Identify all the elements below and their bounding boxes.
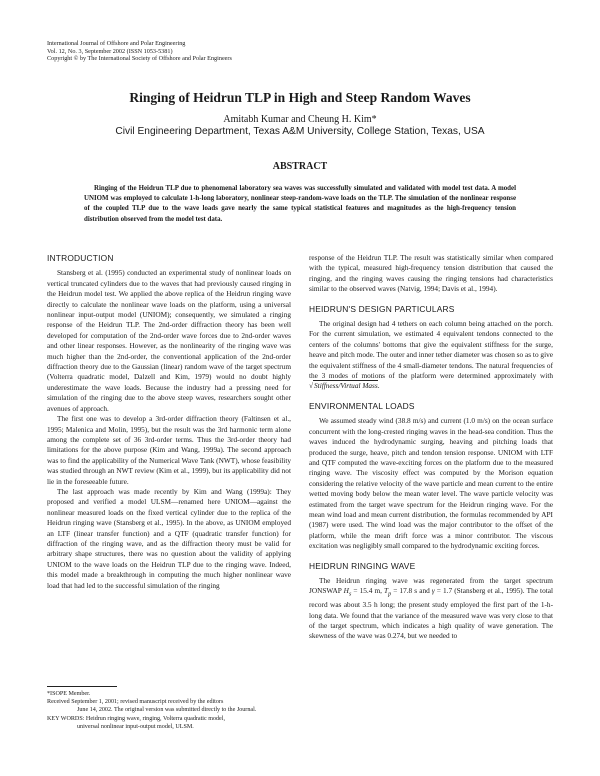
- paper-authors: Amitabh Kumar and Cheung H. Kim*: [223, 114, 377, 125]
- abstract-text: Ringing of the Heidrun TLP due to phenomenal laboratory sea waves was successfully simulated and validated with model test data. A model UNIOM was employed to calculate 1-h-long laboratory, nonlinear steep-random-wave loads on the TLP. The simulation of the nonlinear response of the coupled TLP due to the wave loads gave nearly the same typical statistical features and magnitudes as the high-frequency tension distribution observed from the model test data.: [84, 185, 516, 223]
- journal-header: [47, 40, 232, 63]
- tp-symbol: T: [384, 586, 389, 596]
- footnote-keywords: KEY WORDS: Heidrun ringing wave, ringing, Volterra quadratic model,: [47, 715, 225, 722]
- journal-copyright: Copyright © by The International Society of Offshore and Polar Engineers: [47, 55, 232, 63]
- sqrt-expression: √Stiffness/Virtual Mass: [309, 381, 378, 391]
- design-paragraph: [309, 319, 553, 392]
- footnote: [47, 686, 291, 731]
- paper-title: Ringing of Heidrun TLP in High and Steep Random Waves: [129, 90, 471, 105]
- design-end: .: [377, 381, 380, 391]
- tp-value: = 17.8 s and: [391, 586, 432, 596]
- intro-continuation: response of the Heidrun TLP. The result was statistically similar when compared with the typical, measured high-frequency tension distribution that caused the ringing, and the ringing waves causing the ringing tensions had characteristics similar to the observed waves (Natvig, 1994; Davis et al., 1994).: [309, 253, 553, 294]
- hs-symbol: H: [343, 586, 349, 596]
- footnote-received: Received September 1, 2001; revised manuscript received by the editors: [47, 699, 224, 706]
- ringing-wave-paragraph: [309, 576, 553, 642]
- abstract-heading: ABSTRACT: [272, 161, 328, 172]
- ringing-wave-heading: HEIDRUN RINGING WAVE: [309, 560, 416, 571]
- footnote-rule: [47, 686, 117, 687]
- footnote-member: *ISOPE Member.: [47, 691, 91, 697]
- left-column: [47, 253, 291, 591]
- environmental-heading: ENVIRONMENTAL LOADS: [309, 400, 415, 411]
- footnote-keywords-cont: universal nonlinear input-output model, ULSM.: [77, 723, 194, 730]
- ringing-text-a: The Heidrun ringing wave was regenerated from the target spectrum JONSWAP: [309, 575, 553, 596]
- ringing-text-b: = 1.7 (Stansberg et al., 1995). The total record was about 3.5 h long; the present study employed the first part of the 1-h-long data. We found that the variance of the measured wave was very close to that of the target spectrum, which indicates a high quality of wave generation. The skewness of the wave was 0.274, but we needed to: [309, 586, 554, 641]
- footnote-received-cont: June 14, 2002. The original version was submitted directly to the Journal.: [77, 707, 257, 714]
- environmental-paragraph: We assumed steady wind (38.8 m/s) and current (1.0 m/s) on the ocean surface concurrent with the long-crested ringing waves in the head-sea condition. Thus the waves induced the hydrodynamic surging, heaving and pitching loads that produced the surge, heave, pitch and tendon tension response. UNIOM with LTF and QTF computed the wave-exciting forces on the platform due to the measured ringing wave. The viscosity effect was computed by the Morison equation considering the relative velocity of the wave particle and mean current to the entire wetted moving body below the mean water level. The wave particle velocity was estimated from the target wave spectrum for the Heidrun ringing wave. For the mean wind load and mean current distribution, the formulas recommended by API (1987) were used. The wind load was the major contributor to the offset of the platform, while the mean drift force was a minor contributor. The viscous excitation was negligibly small compared to the hydrodynamic exciting forces.: [309, 416, 553, 551]
- paper-affiliation: Civil Engineering Department, Texas A&M University, College Station, Texas, USA: [115, 126, 485, 137]
- hs-value: = 15.4 m,: [351, 586, 385, 596]
- tp-subscript: p: [388, 591, 392, 598]
- sqrt-content: Stiffness/Virtual Mass: [314, 381, 378, 391]
- right-column: [309, 253, 553, 642]
- introduction-heading: INTRODUCTION: [47, 253, 114, 263]
- intro-paragraph-3: The last approach was made recently by Kim and Wang (1999a): They proposed and verified a model ULSM—renamed here UNIOM—against the nonlinear measured loads on the fixed vertical cylinder due to the replica of the Heidrun ringing wave (Stansberg et al., 1995). In the above, as UNIOM employed an LTF (linear transfer function) and a QTF (quadratic transfer function) for diffraction of the ringing wave, and as the diffraction theory must be valid for arbitrary shape structures, there was no question about the validity of applying UNIOM to the wave loads on the Heidrun TLP due to the ringing wave. Indeed, this model made a breakthrough in computing the much higher nonlinear wave load that had led to the successful simulation of the ringing: [47, 486, 291, 590]
- intro-paragraph-1: Stansberg et al. (1995) conducted an experimental study of nonlinear loads on vertical truncated cylinders due to the waves that had previously caused ringing in the Heidrun model test. We applied the above replica of the Heidrun ringing wave directly to calculate the nonlinear wave loads on the platform, using a universal nonlinear input-output model (UNIOM); consequently, we simulated a ringing response of the Heidrun TLP. The 2nd-order diffraction theory has been well developed for computation of the 2nd-order wave forces due to 2nd-order waves and other linear responses. However, as the nonlinearity of the ringing wave was much higher than the 2nd-order, the conventional application of the 2nd-order diffraction theory due to the Gaussian (linear) random wave of the target spectrum (Volterra quadratic model, Dalzell and Kim, 1979) would no doubt highly underestimate the wave loads. Because the industry had a pressing need for simulation of the ringing due to the above steep waves, researchers sought other avenues of approach.: [47, 268, 291, 413]
- journal-name: International Journal of Offshore and Polar Engineering: [47, 40, 186, 47]
- intro-paragraph-2: The first one was to develop a 3rd-order diffraction theory (Faltinsen et al., 1995; Malenica and Molin, 1995), but the result was the 3rd harmonic term alone among the complete set of 36 3rd-order terms. Thus the 3rd-order theory had limitations for the above purpose (Kim and Wang, 1999a). The second approach was to find the applicability of the Numerical Wave Tank (NWT), whose feasibility was studied through an NWT review (Kim et al., 1999), but its applicability did not lie in the foreseeable future.: [47, 414, 291, 486]
- design-text: The original design had 4 tethers on each column being attached on the porch. For the current simulation, we estimated 4 equivalent tendons connected to the centers of the columns' bottoms that give the equivalent stiffness for the surge, heave and pitch mode. The outer and inner tether diameter was chosen so as to give the equivalent stiffness of the 4 small-diameter tendons. The natural frequencies of the 3 modes of motions of the platform were determined approximately with: [309, 319, 553, 381]
- hs-subscript: s: [348, 591, 352, 598]
- design-heading: HEIDRUN'S DESIGN PARTICULARS: [309, 303, 455, 314]
- gamma-symbol: γ: [431, 586, 435, 596]
- journal-volume: Vol. 12, No. 3, September 2002 (ISSN 1053-5381): [47, 47, 173, 55]
